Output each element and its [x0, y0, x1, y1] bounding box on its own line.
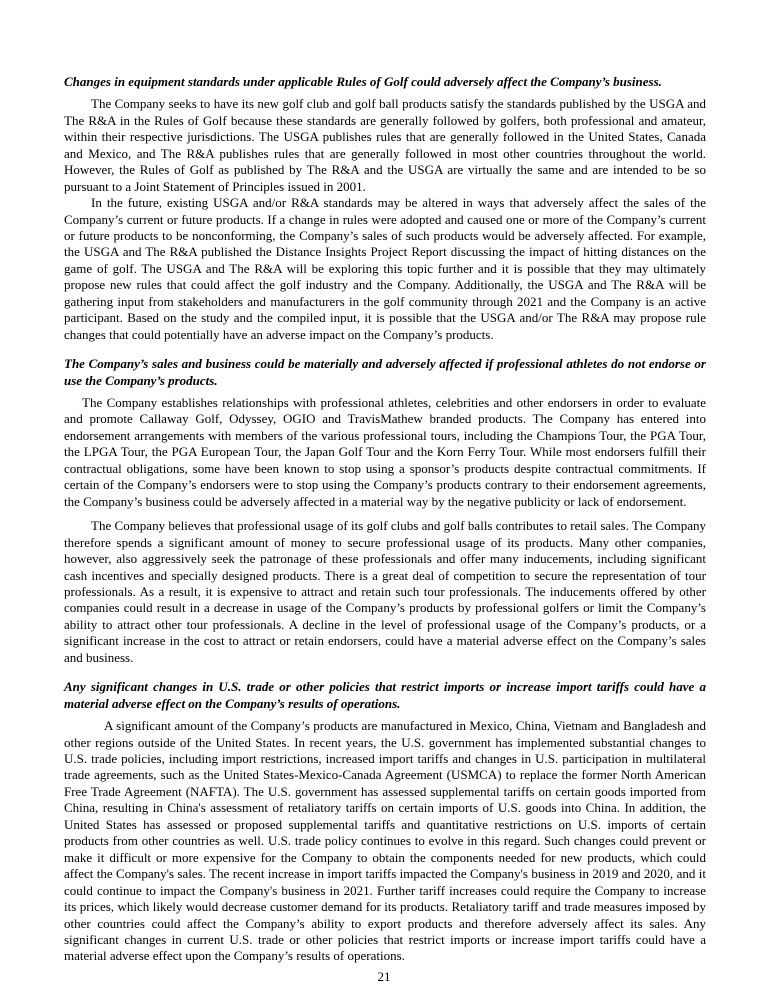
risk-section-trade-policies	[64, 679, 706, 965]
paragraph: The Company seeks to have its new golf club and golf ball products satisfy the standards published by the USGA and The R&A in the Rules of Golf because these standards are generally followed by golfers, both professional and amateur, within their respective jurisdictions. The USGA publishes rules that are generally followed in the United States, Canada and Mexico, and The R&A publishes rules that are generally followed in most other countries throughout the world. However, the Rules of Golf as published by The R&A and the USGA are virtually the same and are intended to be so pursuant to a Joint Statement of Principles issued in 2001.	[64, 96, 706, 194]
risk-section-equipment-standards	[64, 74, 706, 343]
page-number: 21	[377, 969, 391, 984]
paragraph: In the future, existing USGA and/or R&A standards may be altered in ways that adversely affect the sales of the Company’s current or future products. If a change in rules were adopted and caused one or more of the Company’s current or future products to be nonconforming, the Company’s sales of such products would be adversely affected. For example, the USGA and The R&A published the Distance Insights Project Report discussing the impact of hitting distances on the game of golf. The USGA and The R&A will be exploring this topic further and it is possible that they may ultimately propose new rules that could affect the golf industry and the Company. Additionally, the USGA and The R&A will be gathering input from stakeholders and manufacturers in the golf community through 2021 and the Company is an active participant. Based on the study and the compiled input, it is possible that the USGA and/or The R&A may propose rule changes that could potentially have an adverse impact on the Company’s products.	[64, 195, 706, 342]
risk-section-endorsements	[64, 356, 706, 666]
paragraph: A significant amount of the Company’s products are manufactured in Mexico, China, Vietnam and Bangladesh and other regions outside of the United States. In recent years, the U.S. government has implemented substantial changes to U.S. trade policies, including import restrictions, increased import tariffs and changes in U.S. participation in multilateral trade agreements, such as the United States-Mexico-Canada Agreement (USMCA) to replace the former North American Free Trade Agreement (NAFTA). The U.S. government has assessed supplemental tariffs on certain goods imported from China, resulting in China's assessment of retaliatory tariffs on certain imports of U.S. goods into China. In addition, the United States has assessed or proposed supplemental tariffs and quantitative restrictions on U.S. imports of certain products from other countries as well. U.S. trade policy continues to evolve in this regard. Such changes could prevent or make it difficult or more expensive for the Company to obtain the components needed for new products, which could affect the Company's sales. The recent increase in import tariffs impacted the Company's business in 2019 and 2020, and it could continue to impact the Company's business in 2021. Further tariff increases could require the Company to increase its prices, which likely would decrease customer demand for its products. Retaliatory tariff and trade measures imposed by other countries could affect the Company’s ability to export products and therefore adversely affect its sales. Any significant changes in current U.S. trade or other policies that restrict imports or increase import tariffs could have a material adverse effect upon the Company’s results of operations.	[64, 718, 706, 964]
paragraph: The Company establishes relationships with professional athletes, celebrities and other endorsers in order to evaluate and promote Callaway Golf, Odyssey, OGIO and TravisMathew branded products. The Company has entered into endorsement arrangements with members of the various professional tours, including the Champions Tour, the PGA Tour, the LPGA Tour, the PGA European Tour, the Japan Golf Tour and the Korn Ferry Tour. While most endorsers fulfill their contractual obligations, some have been known to stop using a sponsor’s products despite contractual commitments. If certain of the Company’s endorsers were to stop using the Company’s products contrary to their endorsement agreements, the Company’s business could be adversely affected in a material way by the negative publicity or lack of endorsement.	[64, 395, 706, 509]
section-heading: The Company’s sales and business could be materially and adversely affected if professional athletes do not endorse or use the Company’s products.	[64, 356, 706, 388]
section-heading: Any significant changes in U.S. trade or other policies that restrict imports or increase import tariffs could have a material adverse effect on the Company’s results of operations.	[64, 679, 706, 711]
section-heading: Changes in equipment standards under applicable Rules of Golf could adversely affect the Company’s business.	[64, 74, 662, 89]
paragraph: The Company believes that professional usage of its golf clubs and golf balls contributes to retail sales. The Company therefore spends a significant amount of money to secure professional usage of its products. Many other companies, however, also aggressively seek the patronage of these professionals and offer many inducements, including significant cash incentives and specially designed products. There is a great deal of competition to secure the representation of tour professionals. As a result, it is expensive to attract and retain such tour professionals. The inducements offered by other companies could result in a decrease in usage of the Company’s products by professional golfers or limit the Company’s ability to attract other tour professionals. A decline in the level of professional usage of the Company’s products, or a significant increase in the cost to attract or retain endorsers, could have a material adverse effect on the Company’s sales and business.	[64, 518, 706, 665]
